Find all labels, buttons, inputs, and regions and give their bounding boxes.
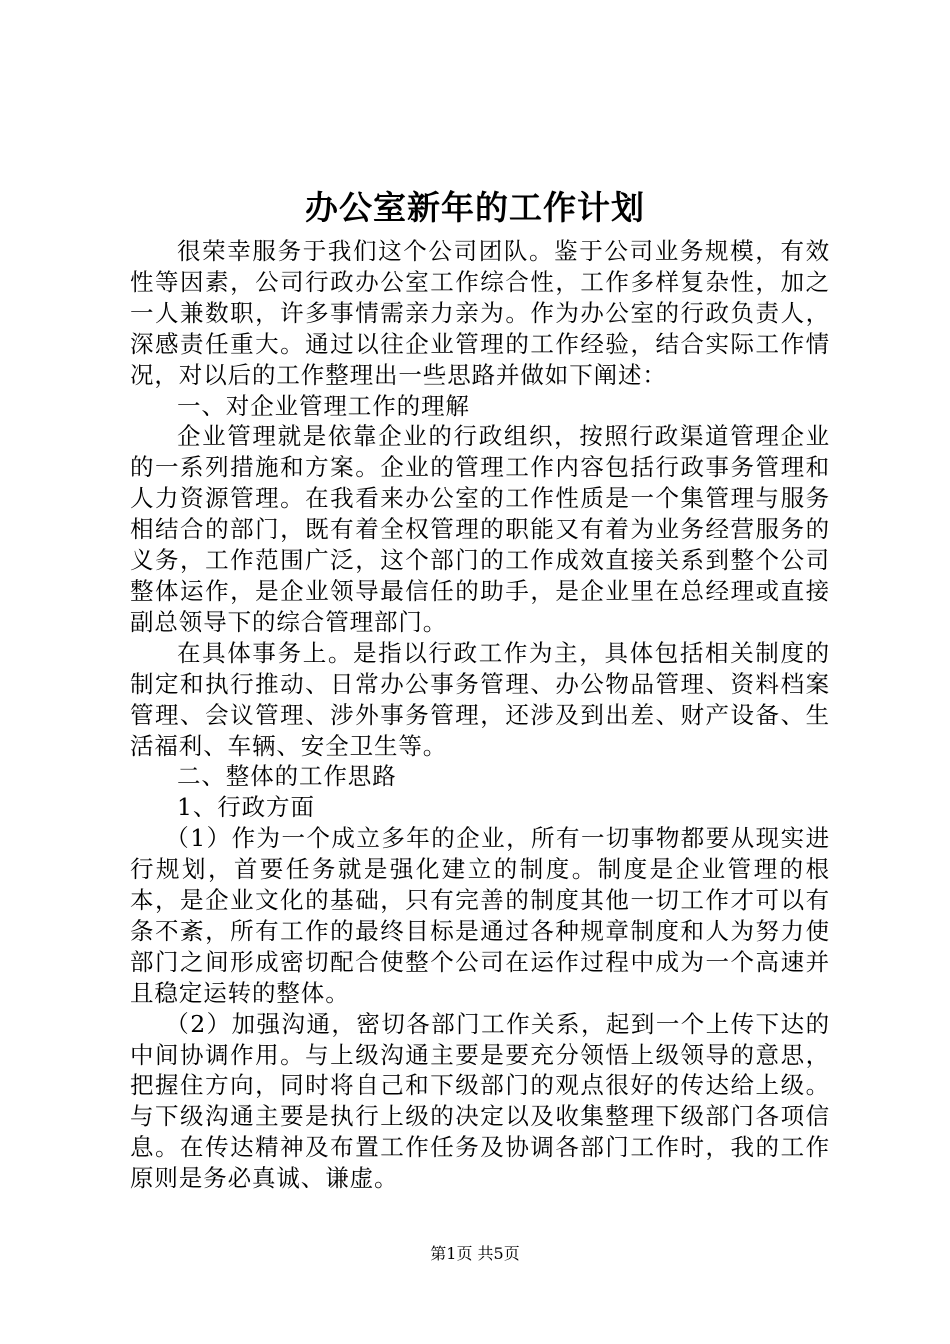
paragraph-3: （1）作为一个成立多年的企业，所有一切事物都要从现实进行规划，首要任务就是强化建立的制度。制度是企业管理的根本，是企业文化的基础，只有完善的制度其他一切工作才可以有条不紊，所有工作的最终目标是通过各种规章制度和人为努力使部门之间形成密切配合使整个公司在运作过程中成为一个高速并且稳定运转的整体。 (130, 824, 830, 1007)
paragraph-1: 企业管理就是依靠企业的行政组织，按照行政渠道管理企业的一系列措施和方案。企业的管理工作内容包括行政事务管理和人力资源管理。在我看来办公室的工作性质是一个集管理与服务相结合的部门，既有着全权管理的职能又有着为业务经营服务的义务，工作范围广泛，这个部门的工作成效直接关系到整个公司整体运作，是企业领导最信任的助手，是企业里在总经理或直接副总领导下的综合管理部门。 (130, 422, 830, 636)
section-heading-2: 二、整体的工作思路 (177, 762, 397, 791)
page-footer: 第1页 共5页 (430, 1244, 520, 1263)
paragraph-4: （2）加强沟通，密切各部门工作关系，起到一个上传下达的中间协调作用。与上级沟通主要是要充分领悟上级领导的意思，把握住方向，同时将自己和下级部门的观点很好的传达给上级。与下级沟通主要是执行上级的决定以及收集整理下级部门各项信息。在传达精神及布置工作任务及协调各部门工作时，我的工作原则是务必真诚、谦虚。 (130, 1009, 830, 1193)
document-body (130, 236, 830, 1194)
intro-paragraph: 很荣幸服务于我们这个公司团队。鉴于公司业务规模，有效性等因素，公司行政办公室工作综合性，工作多样复杂性，加之一人兼数职，许多事情需亲力亲为。作为办公室的行政负责人，深感责任重大。通过以往企业管理的工作经验，结合实际工作情况，对以后的工作整理出一些思路并做如下阐述： (130, 237, 830, 389)
paragraph-2: 在具体事务上。是指以行政工作为主，具体包括相关制度的制定和执行推动、日常办公事务管理、办公物品管理、资料档案管理、会议管理、涉外事务管理，还涉及到出差、财产设备、生活福利、车辆、安全卫生等。 (130, 638, 830, 760)
subsection-heading-1: 1、行政方面 (177, 793, 315, 822)
document-title: 办公室新年的工作计划 (305, 188, 645, 227)
section-heading-1: 一、对企业管理工作的理解 (177, 391, 470, 420)
